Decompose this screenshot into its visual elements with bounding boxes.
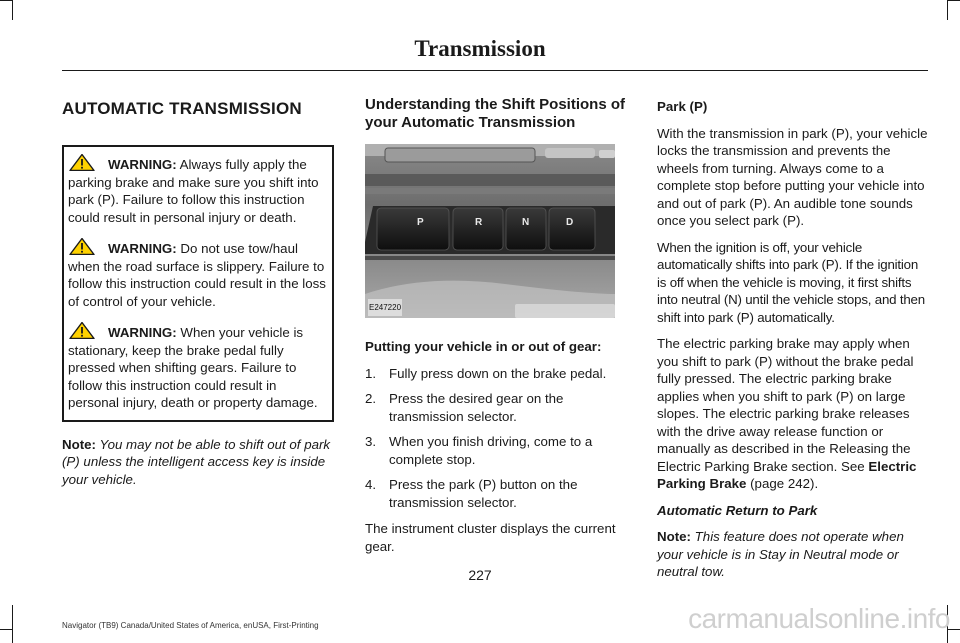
warning-box — [62, 145, 334, 422]
note-text: You may not be able to shift out of park (P) unless the intelligent access key is inside your vehicle. — [62, 436, 331, 487]
button-label-p: P — [417, 217, 424, 228]
warning-triangle-icon — [68, 238, 108, 255]
list-item — [365, 433, 625, 468]
paragraph — [657, 335, 929, 493]
warning-label: WARNING: — [108, 325, 177, 340]
note-label: Note: — [657, 529, 691, 544]
step-text: Fully press down on the brake pedal. — [389, 365, 607, 381]
column-middle — [365, 96, 625, 564]
watermark: carmanualsonline.info — [688, 603, 950, 634]
note-text: This feature does not operate when your vehicle is in Stay in Neutral mode or neutral tow. — [657, 529, 904, 579]
step-text: Press the park (P) button on the transmission selector. — [389, 477, 578, 510]
paragraph: When the ignition is off, your vehicle automatically shifts into park (P). If the ignition is off when the vehicle is moving, it first shifts into neutral (N) until the vehicle stops, and then shift into park (P) automatically. — [657, 239, 925, 325]
note — [62, 436, 334, 489]
paragraph: With the transmission in park (P), your vehicle locks the transmission and prevents the wheels from turning. Always come to a complete stop before putting your vehicle into and out of park (P). An audible tone sounds once you select park (P). — [657, 125, 928, 228]
figure-id: E247220 — [368, 299, 402, 317]
list-item — [365, 476, 625, 511]
column-left — [62, 96, 334, 497]
cross-reference-link[interactable]: Electric Parking Brake — [657, 458, 917, 491]
header-rule — [62, 70, 928, 71]
warning-item — [68, 154, 330, 226]
list-item — [365, 390, 625, 425]
button-label-n: N — [522, 217, 530, 228]
warning-label: WARNING: — [108, 157, 177, 172]
gear-selector-illustration — [365, 144, 615, 318]
crop-mark — [12, 0, 13, 20]
column-right — [657, 96, 929, 590]
step-number: 1. — [365, 365, 377, 381]
paragraph-text: The electric parking brake may apply when you shift to park (P) without the brake pedal fully pressed. The electric parking brake applies when you shift to park (P) on large slopes. The electric parking brake releases with the drive away release function or manually as described in the Releasing the Electric Parking Brake section. See — [657, 336, 914, 474]
steps-title: Putting your vehicle in or out of gear: — [365, 339, 602, 354]
warning-item — [68, 238, 330, 310]
section-title: AUTOMATIC TRANSMISSION — [62, 99, 302, 118]
warning-text: When your vehicle is stationary, keep the brake pedal fully pressed when shifting gears. Failure to follow this instruction could result in personal injury, death or property damage. — [68, 325, 318, 410]
page-number: 227 — [468, 567, 492, 583]
button-label-d: D — [566, 217, 574, 228]
closing-paragraph: The instrument cluster displays the current gear. — [365, 521, 616, 554]
subsection-heading: Understanding the Shift Positions of your Automatic Transmission — [365, 96, 625, 131]
park-heading: Park (P) — [657, 99, 708, 114]
crop-mark — [12, 605, 13, 643]
warning-label: WARNING: — [108, 241, 177, 256]
button-label-r: R — [475, 217, 483, 228]
warning-text: Do not use tow/haul when the road surface is slippery. Failure to follow this instruction could result in the loss of control of your vehicle. — [68, 241, 326, 309]
auto-return-heading: Automatic Return to Park — [657, 502, 818, 518]
page-header-title: Transmission — [414, 36, 546, 61]
footer-text: Navigator (TB9) Canada/United States of America, enUSA, First-Printing — [62, 621, 319, 630]
step-text: When you finish driving, come to a complete stop. — [389, 434, 593, 467]
warning-text: Always fully apply the parking brake and make sure you shift into park (P). Failure to follow this instruction could result in personal injury or death. — [68, 157, 319, 225]
warning-triangle-icon — [68, 154, 108, 171]
step-number: 3. — [365, 434, 377, 449]
warning-item — [68, 322, 330, 412]
step-text: Press the desired gear on the transmission selector. — [389, 391, 564, 424]
list-item — [365, 365, 625, 383]
warning-triangle-icon — [68, 322, 108, 339]
note-label: Note: — [62, 436, 96, 452]
steps-list — [365, 365, 625, 512]
step-number: 2. — [365, 391, 377, 406]
crop-mark — [947, 0, 948, 20]
crop-mark — [0, 629, 13, 630]
step-number: 4. — [365, 477, 377, 492]
crop-mark — [947, 0, 960, 1]
transmission-selector-figure — [365, 144, 615, 318]
page-reference: (page 242). — [746, 476, 819, 491]
